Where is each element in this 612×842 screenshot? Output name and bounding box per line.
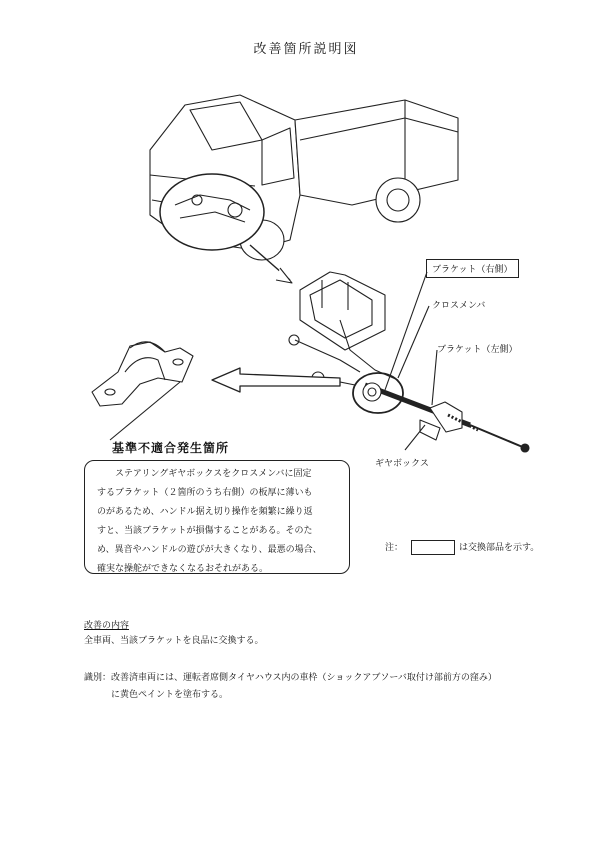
label-bracket-right: ブラケット（右側） [426,259,519,278]
label-cross-member: クロスメンバ [432,301,486,311]
defect-line: ステアリングギヤボックスをクロスメンバに固定 [115,469,312,479]
identification-line-2: に黄色ペイントを塗布する。 [111,690,229,700]
defect-line: め、異音やハンドルの遊びが大きくなり、最悪の場合、 [97,545,322,555]
defect-line: すと、当該ブラケットが損傷することがある。そのた [97,526,313,536]
identification-line-1: 識別：改善済車両には、運転者席側タイヤハウス内の車枠（ショックアブソーバ取付け部前方の窪み） [84,673,497,683]
note-row [385,540,539,555]
note-suffix: は交換部品を示す。 [459,543,540,553]
remedy-text: 全車両、当該ブラケットを良品に交換する。 [84,636,264,646]
page-title: 改善箇所説明図 [253,42,359,57]
defect-line: のがあるため、ハンドル据え切り操作を頻繁に繰り返 [97,507,313,517]
label-gearbox: ギヤボックス [375,459,429,469]
defect-heading: 基準不適合発生箇所 [112,441,230,455]
defect-description-box [84,460,350,574]
remedy-heading: 改善の内容 [84,621,130,631]
note-prefix: 注： [385,543,404,553]
bracket-detail [92,342,193,440]
note-legend-box [411,540,455,555]
defect-line: 確実な操舵ができなくなるおそれがある。 [97,564,269,574]
steering-assembly [289,272,529,452]
label-bracket-left: ブラケット（左側） [437,345,518,355]
defect-line: するブラケット（２箇所のうち右側）の板厚に薄いも [97,488,313,498]
